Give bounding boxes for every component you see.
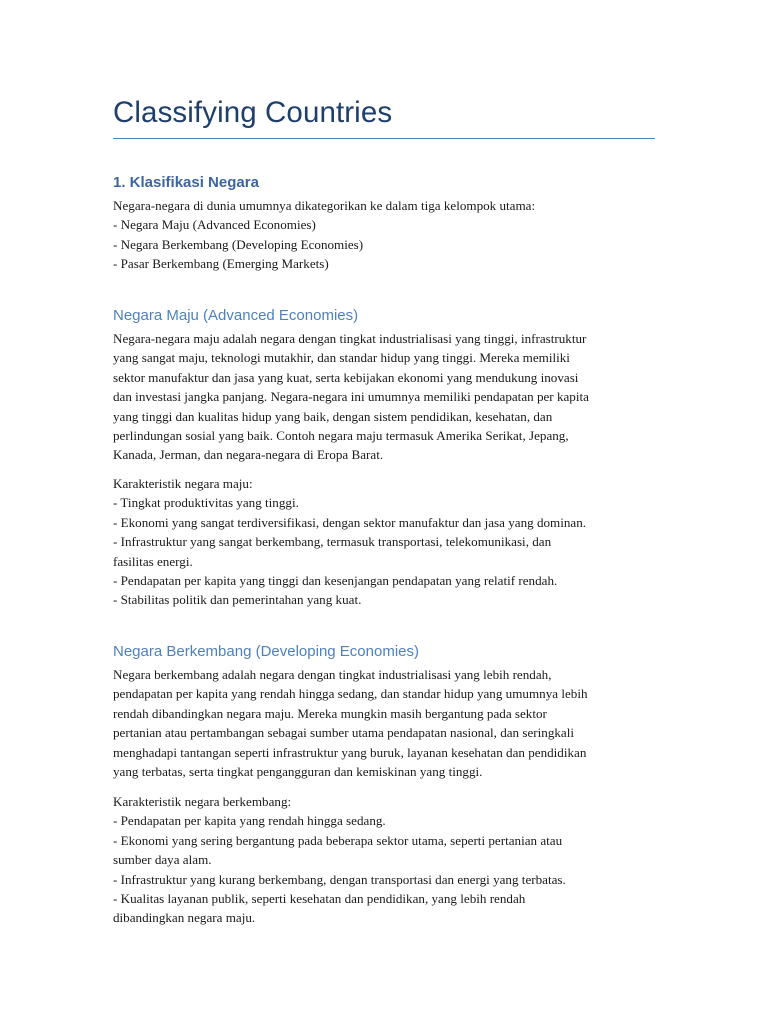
negara-maju-characteristics: [113, 474, 655, 610]
section-heading-klasifikasi: 1. Klasifikasi Negara: [113, 174, 259, 191]
paragraph-line: pertanian atau pertambangan sebagai sumber utama pendapatan nasional, dan seringkali: [113, 725, 575, 741]
paragraph-line: perlindungan sosial yang baik. Contoh negara maju termasuk Amerika Serikat, Jepang,: [113, 427, 569, 443]
list-item-continued: fasilitas energi.: [113, 553, 193, 569]
list-item: - Pendapatan per kapita yang tinggi dan kesenjangan pendapatan yang relatif rendah.: [113, 572, 558, 588]
list-item: - Infrastruktur yang sangat berkembang, termasuk transportasi, telekomunikasi, dan: [113, 534, 552, 550]
text-line: Negara-negara di dunia umumnya dikategorikan ke dalam tiga kelompok utama:: [113, 198, 536, 213]
list-item: - Negara Maju (Advanced Economies): [113, 217, 316, 233]
paragraph-line: yang sangat maju, teknologi mutakhir, dan standar hidup yang tinggi. Mereka memiliki: [113, 350, 570, 366]
section-heading-negara-maju: Negara Maju (Advanced Economies): [113, 307, 359, 324]
negara-maju-paragraph: [113, 329, 655, 465]
list-heading: Karakteristik negara maju:: [113, 476, 253, 491]
list-item: - Infrastruktur yang kurang berkembang, dengan transportasi dan energi yang terbatas.: [113, 871, 566, 887]
paragraph-line: pendapatan per kapita yang rendah hingga sedang, dan standar hidup yang umumnya lebih: [113, 686, 588, 702]
negara-berkembang-paragraph: [113, 665, 655, 781]
list-item: - Pasar Berkembang (Emerging Markets): [113, 256, 329, 272]
klasifikasi-intro-list: [113, 196, 655, 274]
paragraph-line: dan investasi jangka panjang. Negara-negara ini umumnya memiliki pendapatan per kapita: [113, 389, 589, 405]
paragraph-line: Kanada, Jerman, dan negara-negara di Eropa Barat.: [113, 447, 384, 463]
paragraph-line: yang tinggi dan kualitas hidup yang baik, dengan sistem pendidikan, kesehatan, dan: [113, 408, 553, 424]
section-heading-negara-berkembang: Negara Berkembang (Developing Economies): [113, 643, 419, 660]
paragraph-line: yang terbatas, serta tingkat pengangguran dan kemiskinan yang tinggi.: [113, 763, 483, 779]
paragraph-line: Negara-negara maju adalah negara dengan tingkat industrialisasi yang tinggi, infrastruktur: [113, 331, 587, 346]
paragraph-line: rendah dibandingkan negara maju. Mereka mungkin masih bergantung pada sektor: [113, 705, 547, 721]
list-item: - Tingkat produktivitas yang tinggi.: [113, 495, 299, 511]
list-item: - Negara Berkembang (Developing Economies): [113, 236, 364, 252]
list-item: - Stabilitas politik dan pemerintahan yang kuat.: [113, 592, 362, 608]
list-item-continued: sumber daya alam.: [113, 852, 212, 868]
list-item-continued: dibandingkan negara maju.: [113, 910, 256, 926]
paragraph-line: Negara berkembang adalah negara dengan tingkat industrialisasi yang lebih rendah,: [113, 667, 552, 682]
list-item: - Ekonomi yang sering bergantung pada beberapa sektor utama, seperti pertanian atau: [113, 832, 563, 848]
list-item: - Kualitas layanan publik, seperti kesehatan dan pendidikan, yang lebih rendah: [113, 890, 526, 906]
paragraph-line: sektor manufaktur dan jasa yang kuat, serta kebijakan ekonomi yang mendukung inovasi: [113, 369, 579, 385]
list-item: - Ekonomi yang sangat terdiversifikasi, dengan sektor manufaktur dan jasa yang dominan.: [113, 514, 587, 530]
negara-berkembang-characteristics: [113, 792, 655, 928]
list-heading: Karakteristik negara berkembang:: [113, 794, 292, 809]
title-underline: [113, 138, 655, 139]
document-title: Classifying Countries: [113, 96, 393, 129]
list-item: - Pendapatan per kapita yang rendah hingga sedang.: [113, 813, 386, 829]
paragraph-line: menghadapi tantangan seperti infrastruktur yang buruk, layanan kesehatan dan pendidikan: [113, 744, 587, 760]
